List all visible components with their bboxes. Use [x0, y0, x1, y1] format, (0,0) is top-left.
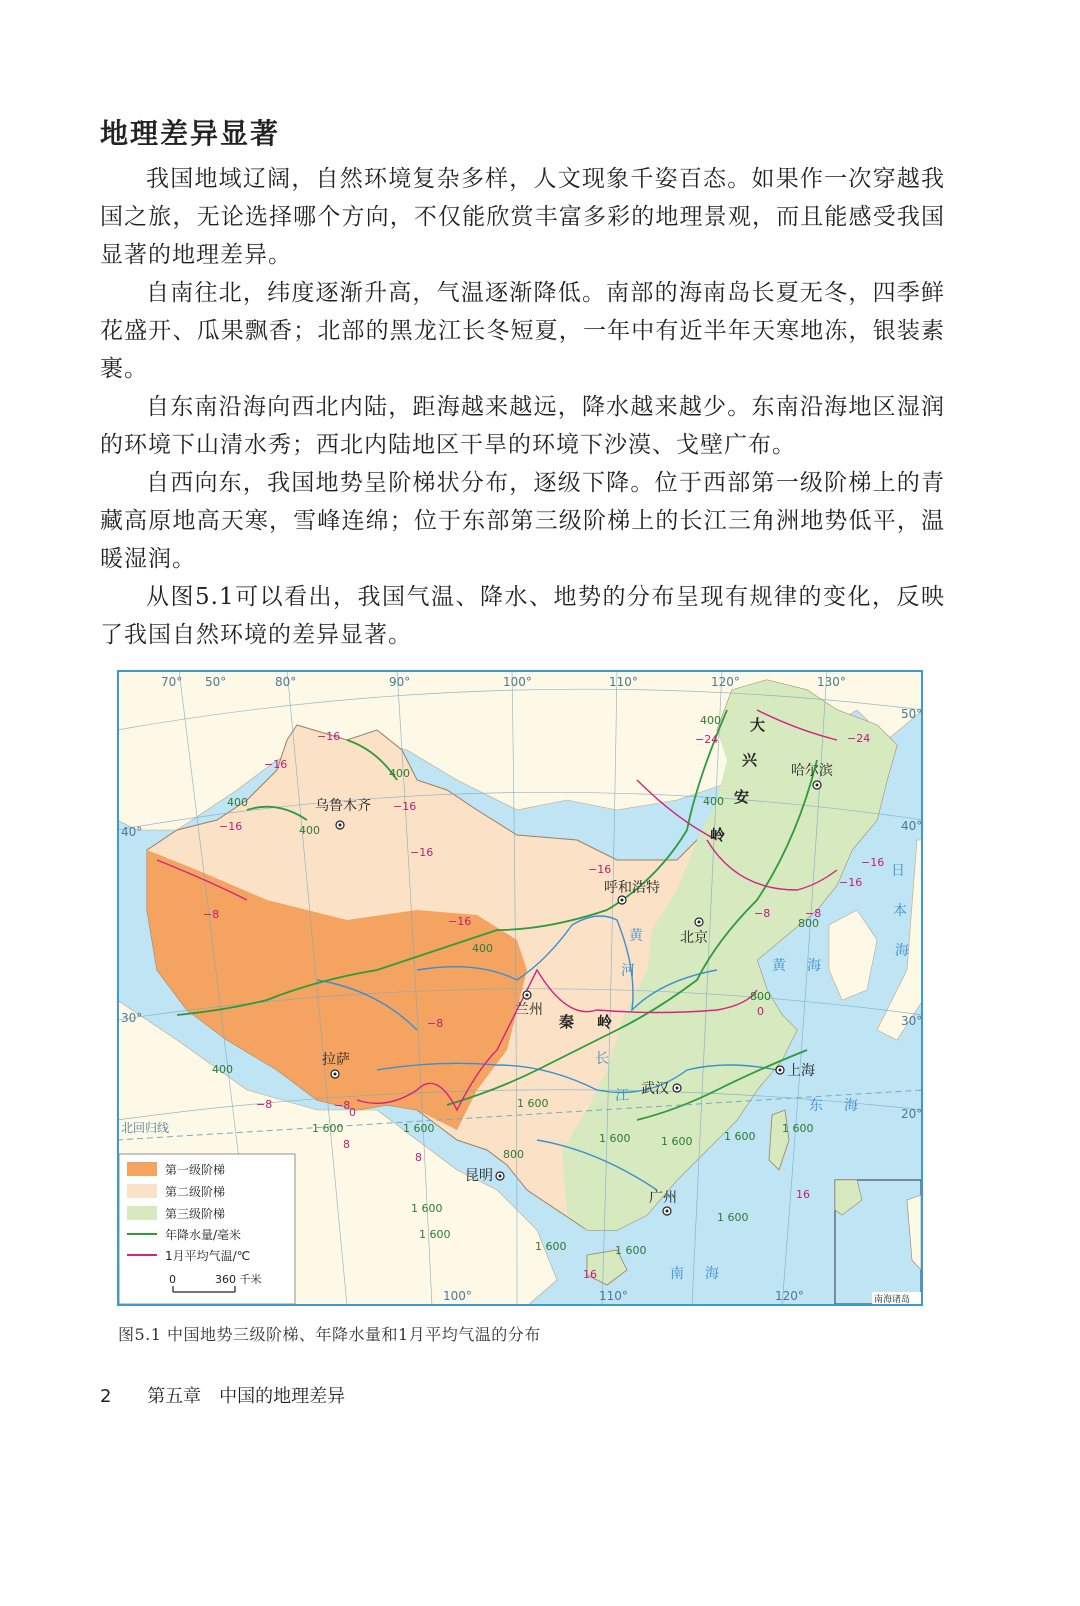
temperature-label: 0 [349, 1106, 356, 1119]
longitude-label: 100° [443, 1289, 472, 1303]
precipitation-label: 400 [703, 795, 724, 808]
city-label: 昆明 [465, 1168, 493, 1184]
river-label: 河 [621, 963, 635, 979]
chapter-title: 第五章 中国的地理差异 [147, 1386, 346, 1407]
region-label: 兴 [742, 751, 758, 769]
body-text [100, 160, 945, 654]
city-label: 广州 [649, 1190, 677, 1206]
longitude-label: 120° [775, 1289, 804, 1303]
legend-label: 第一级阶梯 [165, 1163, 226, 1177]
region-label: 安 [734, 788, 750, 806]
scale-zero: 0 [169, 1273, 176, 1286]
longitude-label: 100° [503, 675, 532, 689]
region-label: 岭 [597, 1013, 613, 1031]
temperature-label: −24 [847, 732, 871, 745]
longitude-label: 130° [817, 675, 846, 689]
city-label: 北京 [680, 930, 708, 946]
precipitation-label: 400 [389, 767, 410, 780]
legend-label: 1月平均气温/℃ [165, 1249, 251, 1263]
city-label: 武汉 [641, 1081, 669, 1097]
precipitation-label: 1 600 [782, 1122, 814, 1135]
scale-value: 360 千米 [215, 1273, 262, 1286]
precipitation-label: 800 [750, 990, 771, 1003]
precipitation-label: 1 600 [615, 1244, 647, 1257]
paragraph-3: 自东南沿海向西北内陆，距海越来越远，降水越来越少。东南沿海地区湿润的环境下山清水秀；西北内陆地区干旱的环境下沙漠、戈壁广布。 [100, 394, 945, 458]
sea-label: 日 [891, 863, 905, 879]
tropic-of-cancer-label: 北回归线 [121, 1121, 170, 1135]
temperature-label: 16 [583, 1268, 597, 1281]
section-title: 地理差异显著 [100, 117, 281, 150]
latitude-label: 30° [121, 1011, 143, 1025]
paragraph-2: 自南往北，纬度逐渐升高，气温逐渐降低。南部的海南岛长夏无冬，四季鲜花盛开、瓜果飘香；北部的黑龙江长冬短夏，一年中有近半年天寒地冻，银装素裹。 [100, 280, 945, 382]
paragraph-5: 从图5.1可以看出，我国气温、降水、地势的分布呈现有规律的变化，反映了我国自然环境的差异显著。 [100, 584, 945, 648]
region-label: 岭 [710, 826, 726, 844]
region-label: 大 [750, 716, 766, 734]
temperature-label: 16 [796, 1188, 810, 1201]
sea-label: 南 [670, 1266, 684, 1282]
latitude-label: 40° [121, 825, 143, 839]
city-label: 乌鲁木齐 [315, 798, 371, 814]
south-china-sea-inset[interactable] [835, 1180, 921, 1305]
temperature-label: −8 [805, 907, 822, 920]
precipitation-label: 1 600 [419, 1228, 451, 1241]
temperature-label: −16 [410, 846, 434, 859]
figure-caption: 图5.1 中国地势三级阶梯、年降水量和1月平均气温的分布 [118, 1325, 541, 1344]
legend-item [127, 1162, 225, 1177]
precipitation-label: 1 600 [535, 1240, 567, 1253]
temperature-label: −16 [393, 800, 417, 813]
precipitation-label: 1 600 [724, 1130, 756, 1143]
temperature-label: 8 [415, 1151, 422, 1164]
latitude-label: 50° [901, 707, 923, 721]
inset-label: 南海诸岛 [874, 1295, 911, 1305]
sea-label: 海 [895, 943, 909, 959]
precipitation-label: 1 600 [411, 1202, 443, 1215]
precipitation-label: 1 600 [661, 1135, 693, 1148]
page-number: 2 [100, 1386, 112, 1407]
precipitation-label: 1 600 [312, 1122, 344, 1135]
longitude-label: 120° [711, 675, 740, 689]
city-label: 呼和浩特 [604, 880, 660, 896]
temperature-label: −16 [317, 730, 341, 743]
temperature-label: −8 [334, 1099, 351, 1112]
precipitation-label: 1 600 [599, 1132, 631, 1145]
city-label: 上海 [787, 1063, 815, 1079]
temperature-label: −16 [588, 863, 612, 876]
legend-item [127, 1206, 225, 1221]
river-label: 江 [615, 1088, 629, 1104]
china-terrain-map [117, 670, 923, 1606]
paragraph-4: 自西向东，我国地势呈阶梯状分布，逐级下降。位于西部第一级阶梯上的青藏高原地高天寒，雪峰连绵；位于东部第三级阶梯上的长江三角洲地势低平，温暖湿润。 [100, 470, 945, 572]
latitude-label: 40° [901, 819, 923, 833]
legend-label: 年降水量/毫米 [165, 1228, 242, 1242]
precipitation-label: 1 600 [517, 1097, 549, 1110]
temperature-label: −16 [839, 876, 863, 889]
legend-item [127, 1184, 225, 1199]
precipitation-label: 800 [503, 1148, 524, 1161]
city-label: 兰州 [515, 1002, 543, 1018]
longitude-label: 70° [161, 675, 183, 689]
precipitation-label: 400 [700, 714, 721, 727]
longitude-label: 110° [599, 1289, 628, 1303]
precipitation-label: 1 600 [403, 1122, 435, 1135]
precipitation-label: 400 [212, 1063, 233, 1076]
latitude-label: 30° [901, 1014, 923, 1028]
temperature-label: −16 [861, 856, 885, 869]
sea-label: 东 [809, 1098, 823, 1114]
latitude-label: 50° [205, 675, 227, 689]
latitude-label: 20° [901, 1107, 923, 1121]
page-footer [100, 1382, 345, 1408]
longitude-label: 110° [609, 675, 638, 689]
temperature-label: 8 [343, 1138, 350, 1151]
sea-label: 本 [893, 903, 907, 919]
longitude-label: 90° [389, 675, 411, 689]
city-label: 哈尔滨 [791, 763, 833, 779]
temperature-label: −24 [695, 733, 719, 746]
paragraph-1: 我国地域辽阔，自然环境复杂多样，人文现象千姿百态。如果作一次穿越我国之旅，无论选择哪个方向，不仅能欣赏丰富多彩的地理景观，而且能感受我国显著的地理差异。 [100, 166, 945, 268]
temperature-label: −16 [264, 758, 288, 771]
sea-label: 海 [844, 1098, 858, 1114]
legend-label: 第二级阶梯 [165, 1185, 226, 1199]
temperature-label: −16 [448, 915, 472, 928]
temperature-label: −8 [754, 907, 771, 920]
map-legend [119, 1154, 295, 1304]
precipitation-label: 400 [472, 942, 493, 955]
precipitation-label: 400 [299, 824, 320, 837]
temperature-label: 0 [757, 1005, 764, 1018]
sea-label: 黄 [772, 958, 786, 974]
temperature-label: −16 [219, 820, 243, 833]
precipitation-label: 400 [227, 796, 248, 809]
region-label: 秦 [559, 1013, 575, 1031]
precipitation-label: 1 600 [717, 1211, 749, 1224]
sea-label: 海 [705, 1266, 719, 1282]
temperature-label: −8 [427, 1017, 444, 1030]
sea-label: 海 [807, 958, 821, 974]
city-label: 拉萨 [322, 1052, 350, 1068]
legend-label: 第三级阶梯 [165, 1207, 226, 1221]
river-label: 黄 [629, 928, 643, 944]
precipitation-label: 800 [798, 917, 819, 930]
longitude-label: 80° [275, 675, 297, 689]
temperature-label: −8 [256, 1098, 273, 1111]
temperature-label: −8 [203, 908, 220, 921]
river-label: 长 [595, 1051, 609, 1067]
